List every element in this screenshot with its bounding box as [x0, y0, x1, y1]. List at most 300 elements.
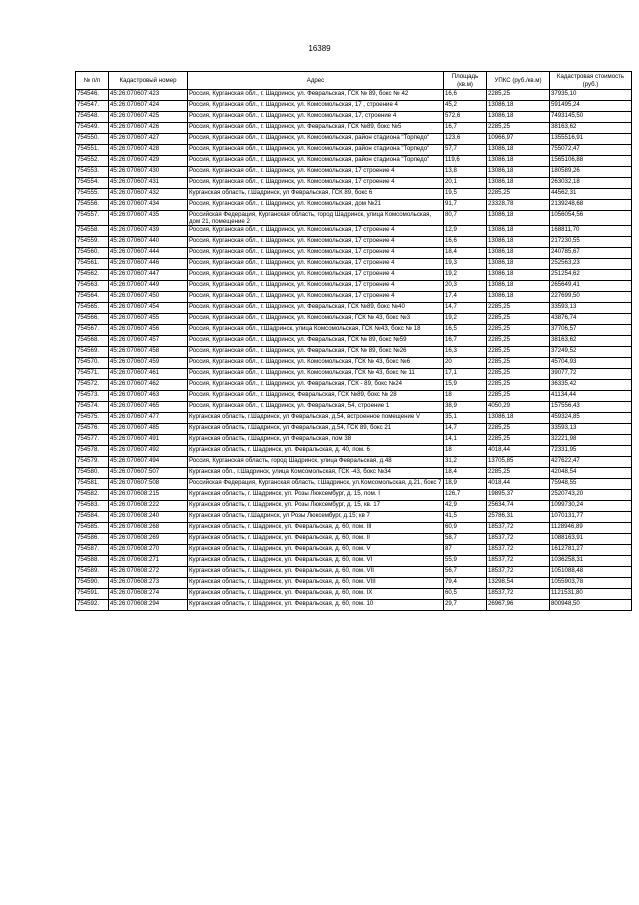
- cell-address: Россия, Курганская обл., г. Шадринск, ул. Комсомольская, 17 , строение 4: [188, 101, 444, 112]
- cell-number: 754570.: [76, 358, 109, 369]
- cell-address: Россия, Курганская обл., г. Шадринск, Февральская, ГСК №89, бокс № 28: [188, 391, 444, 402]
- cell-cadastral-cost: 37249,52: [550, 347, 632, 358]
- table-row: [76, 534, 632, 545]
- table-row: [76, 303, 632, 314]
- cell-upks: 2285,25: [487, 189, 550, 200]
- cell-number: 754586.: [76, 534, 109, 545]
- cell-cadastral-number: 45:26:070607:454: [109, 303, 188, 314]
- cell-upks: 13086,18: [487, 101, 550, 112]
- cell-upks: 2285,25: [487, 303, 550, 314]
- cell-number: 754576.: [76, 424, 109, 435]
- cell-area: 14,7: [444, 424, 487, 435]
- cell-area: 60,9: [444, 523, 487, 534]
- cell-cadastral-cost: 427622,47: [550, 457, 632, 468]
- cell-number: 754580.: [76, 468, 109, 479]
- cell-address: Россия, Курганская обл., г. Шадринск, ул. Февральская, ГСК № 89, бокс №59: [188, 336, 444, 347]
- cell-upks: 13086,18: [487, 112, 550, 123]
- table-row: [76, 156, 632, 167]
- cell-address: Курганская область, г. Шадринск, ул. Февральская, д. 60, пом. V: [188, 545, 444, 556]
- cell-cadastral-cost: 41134,44: [550, 391, 632, 402]
- cell-area: 35,1: [444, 413, 487, 424]
- cell-upks: 13086,18: [487, 167, 550, 178]
- cell-upks: 10966,97: [487, 134, 550, 145]
- cell-cadastral-number: 45:26:070607:426: [109, 123, 188, 134]
- cell-upks: 18537,72: [487, 534, 550, 545]
- cell-address: Россия, Курганская обл., г. Шадринск, ул. Комсомольская, ГСК № 43, бокс №3: [188, 314, 444, 325]
- cell-upks: 13086,18: [487, 226, 550, 237]
- table-row: [76, 237, 632, 248]
- cell-cadastral-number: 45:26:070607:461: [109, 369, 188, 380]
- cell-number: 754566.: [76, 314, 109, 325]
- cell-upks: 2285,25: [487, 314, 550, 325]
- cell-cadastral-cost: 1036258,31: [550, 556, 632, 567]
- cell-upks: 2285,25: [487, 358, 550, 369]
- cell-address: Курганская область, г. Шадринск, ул. Февральская, д. 60, пом. II: [188, 534, 444, 545]
- table-row: [76, 567, 632, 578]
- cell-cadastral-cost: 33593,13: [550, 303, 632, 314]
- cell-cadastral-number: 45:26:070607:429: [109, 156, 188, 167]
- cell-address: Россия, Курганская обл., г. Шадринск, ул. Комсомольская, ГСК № 43, бокс №6: [188, 358, 444, 369]
- table-row: [76, 123, 632, 134]
- cell-cadastral-cost: 265649,41: [550, 281, 632, 292]
- cell-area: 14,1: [444, 435, 487, 446]
- table-row: [76, 446, 632, 457]
- cell-cadastral-cost: 45704,93: [550, 358, 632, 369]
- cell-upks: 2285,25: [487, 90, 550, 101]
- cell-area: 18,9: [444, 479, 487, 490]
- cell-upks: 2285,25: [487, 123, 550, 134]
- cell-address: Россия, Курганская обл., г. Шадринск, ул. Комсомольская, район стадиона "Торпедо": [188, 156, 444, 167]
- cell-number: 754591.: [76, 589, 109, 600]
- cell-upks: 18537,72: [487, 567, 550, 578]
- cell-area: 126,7: [444, 490, 487, 501]
- cell-area: 19,2: [444, 314, 487, 325]
- cell-area: 20,3: [444, 281, 487, 292]
- header-upks: УПКС (руб./кв.м): [487, 72, 550, 90]
- cell-address: Курганская область, г. Шадринск, ул. Февральская, д. 60, пом. VIII: [188, 578, 444, 589]
- cell-upks: 13086,18: [487, 281, 550, 292]
- cell-area: 42,9: [444, 501, 487, 512]
- cell-number: 754584.: [76, 512, 109, 523]
- cell-number: 754568.: [76, 336, 109, 347]
- cell-area: 38,9: [444, 402, 487, 413]
- cell-cadastral-number: 45:26:070608:240: [109, 512, 188, 523]
- cell-upks: 13086,18: [487, 145, 550, 156]
- cell-cadastral-cost: 252563,23: [550, 259, 632, 270]
- header-cadastral-cost: Кадастровая стоимость (руб.): [550, 72, 632, 90]
- cell-cadastral-cost: 1355516,91: [550, 134, 632, 145]
- table-row: [76, 490, 632, 501]
- cell-cadastral-cost: 459324,85: [550, 413, 632, 424]
- cell-number: 754589.: [76, 567, 109, 578]
- cell-area: 119,6: [444, 156, 487, 167]
- cell-area: 57,7: [444, 145, 487, 156]
- table-row: [76, 292, 632, 303]
- cell-number: 754579.: [76, 457, 109, 468]
- header-cadastral-number: Кадастровый номер: [109, 72, 188, 90]
- table-row: [76, 457, 632, 468]
- cell-address: Курганская область, г.Шадринск, ул Розы Люксембург, д.15; кв 7: [188, 512, 444, 523]
- cell-area: 55,9: [444, 556, 487, 567]
- table-row: [76, 468, 632, 479]
- cell-number: 754548.: [76, 112, 109, 123]
- cell-upks: 13086,18: [487, 156, 550, 167]
- cell-upks: 2285,25: [487, 347, 550, 358]
- cell-cadastral-number: 45:26:070607:492: [109, 446, 188, 457]
- cell-cadastral-number: 45:26:070607:456: [109, 325, 188, 336]
- cell-cadastral-cost: 1070131,77: [550, 512, 632, 523]
- table-row: [76, 259, 632, 270]
- cell-address: Россия, Курганская обл., г. Шадринск, ул. Февральская, ГСК №89, бокс №5: [188, 123, 444, 134]
- cell-upks: 2285,25: [487, 435, 550, 446]
- cell-upks: 18537,72: [487, 523, 550, 534]
- cell-area: 60,5: [444, 589, 487, 600]
- table-row: [76, 523, 632, 534]
- cell-address: Курганская область, г. Шадринск, ул. Розы Люксембург, д. 15, пом. I: [188, 490, 444, 501]
- cell-cadastral-number: 45:26:070608:222: [109, 501, 188, 512]
- table-row: [76, 101, 632, 112]
- cell-cadastral-cost: 168811,70: [550, 226, 632, 237]
- cell-cadastral-number: 45:26:070607:449: [109, 281, 188, 292]
- cell-upks: 13705,85: [487, 457, 550, 468]
- cell-cadastral-cost: 251254,62: [550, 270, 632, 281]
- cell-area: 56,7: [444, 567, 487, 578]
- table-row: [76, 402, 632, 413]
- header-number: № п/п: [76, 72, 109, 90]
- table-row: [76, 424, 632, 435]
- cell-area: 19,3: [444, 259, 487, 270]
- table-row: [76, 435, 632, 446]
- cell-cadastral-cost: 217230,55: [550, 237, 632, 248]
- cell-address: Россия, Курганская обл., г. Шадринск, ул. Февральская, 54, строение 1: [188, 402, 444, 413]
- cell-area: 58,7: [444, 534, 487, 545]
- cell-cadastral-cost: 72331,95: [550, 446, 632, 457]
- cell-cadastral-cost: 38163,62: [550, 123, 632, 134]
- cell-address: Россия, Курганская обл., г. Шадринск, ул. Комсомольская, 17 строение 4: [188, 292, 444, 303]
- table-row: [76, 314, 632, 325]
- cell-cadastral-number: 45:26:070607:465: [109, 402, 188, 413]
- cell-number: 754585.: [76, 523, 109, 534]
- cell-cadastral-cost: 227699,50: [550, 292, 632, 303]
- cell-cadastral-number: 45:26:070608:215: [109, 490, 188, 501]
- cell-cadastral-number: 45:26:070607:446: [109, 259, 188, 270]
- cell-upks: 13086,18: [487, 413, 550, 424]
- cell-area: 572,6: [444, 112, 487, 123]
- cell-area: 80,7: [444, 211, 487, 226]
- cell-area: 17,4: [444, 292, 487, 303]
- cell-cadastral-cost: 240785,67: [550, 248, 632, 259]
- cell-area: 91,7: [444, 200, 487, 211]
- cell-number: 754558.: [76, 226, 109, 237]
- cell-cadastral-number: 45:26:070607:447: [109, 270, 188, 281]
- cell-upks: 4050,29: [487, 402, 550, 413]
- cell-cadastral-cost: 39077,72: [550, 369, 632, 380]
- cell-address: Курганская область, г. Шадринск, ул. Февральская, д. 60, пом. III: [188, 523, 444, 534]
- cell-cadastral-cost: 1088163,91: [550, 534, 632, 545]
- cell-area: 29,7: [444, 600, 487, 611]
- cell-address: Россия, Курганская область, город Шадринск, улица Февральская, д.48: [188, 457, 444, 468]
- table-row: [76, 391, 632, 402]
- cell-upks: 13298,54: [487, 578, 550, 589]
- cell-area: 16,6: [444, 237, 487, 248]
- cell-upks: 19895,37: [487, 490, 550, 501]
- cell-area: 16,5: [444, 325, 487, 336]
- cell-area: 14,7: [444, 303, 487, 314]
- cell-upks: 13086,18: [487, 211, 550, 226]
- cell-upks: 2285,25: [487, 325, 550, 336]
- cell-cadastral-cost: 75948,55: [550, 479, 632, 490]
- cell-number: 754549.: [76, 123, 109, 134]
- cell-upks: 25786,31: [487, 512, 550, 523]
- cell-cadastral-cost: 1055903,78: [550, 578, 632, 589]
- cell-address: Курганская область, г. Шадринск, ул. Февральская, д. 60, пом. VII: [188, 567, 444, 578]
- cell-cadastral-number: 45:26:070607:427: [109, 134, 188, 145]
- cell-number: 754575.: [76, 413, 109, 424]
- table-header-row: [76, 72, 632, 90]
- cell-address: Россия, Курганская обл., г.Шадринск, улица Комсомольская, ГСК №43, бокс № 18: [188, 325, 444, 336]
- cell-address: Россия, Курганская обл., г. Шадринск, ул. Февральская, ГСК № 89, бокс № 42: [188, 90, 444, 101]
- cell-number: 754571.: [76, 369, 109, 380]
- cell-area: 18,4: [444, 248, 487, 259]
- table-row: [76, 325, 632, 336]
- cell-area: 45,2: [444, 101, 487, 112]
- cell-address: Россия, Курганская обл., г. Шадринск, ул. Февральская, ГСК № 89, бокс №26: [188, 347, 444, 358]
- cell-cadastral-cost: 42048,54: [550, 468, 632, 479]
- table-row: [76, 479, 632, 490]
- table-row: [76, 112, 632, 123]
- cell-upks: 4018,44: [487, 446, 550, 457]
- cell-number: 754582.: [76, 490, 109, 501]
- cell-address: Курганская область, г.Шадринск, ул Февральская, д.54, встроенное помещение V: [188, 413, 444, 424]
- cell-area: 16,7: [444, 123, 487, 134]
- cell-upks: 18537,72: [487, 545, 550, 556]
- cell-upks: 2285,25: [487, 391, 550, 402]
- cell-upks: 13086,18: [487, 259, 550, 270]
- cell-address: Курганская область, г. Шадринск, ул. Февральская, д. 40, пом. 6: [188, 446, 444, 457]
- table-row: [76, 167, 632, 178]
- cell-upks: 2285,25: [487, 468, 550, 479]
- cell-upks: 2285,25: [487, 424, 550, 435]
- cell-cadastral-number: 45:26:070607:458: [109, 347, 188, 358]
- cell-address: Российская Федерация, Курганская область, город Шадринск, улица Комсомольская, дом 21, помещение 2: [188, 211, 444, 226]
- cell-number: 754560.: [76, 248, 109, 259]
- cell-number: 754561.: [76, 259, 109, 270]
- cell-number: 754577.: [76, 435, 109, 446]
- cell-cadastral-number: 45:26:070608:294: [109, 600, 188, 611]
- cell-cadastral-number: 45:26:070607:428: [109, 145, 188, 156]
- table-row: [76, 501, 632, 512]
- cell-number: 754563.: [76, 281, 109, 292]
- cell-number: 754546.: [76, 90, 109, 101]
- page-number: 16389: [308, 44, 331, 53]
- cell-upks: 13086,18: [487, 270, 550, 281]
- cell-cadastral-number: 45:26:070607:462: [109, 380, 188, 391]
- cell-number: 754557.: [76, 211, 109, 226]
- header-area: Площадь (кв.м): [444, 72, 487, 90]
- cell-upks: 23328,78: [487, 200, 550, 211]
- cell-number: 754583.: [76, 501, 109, 512]
- cell-cadastral-number: 45:26:070607:485: [109, 424, 188, 435]
- cell-area: 20: [444, 358, 487, 369]
- table-row: [76, 211, 632, 226]
- cell-address: Россия, Курганская обл., г. Шадринск, ул. Комсомольская, 17 строение 4: [188, 281, 444, 292]
- table-row: [76, 589, 632, 600]
- cell-cadastral-cost: 1612781,27: [550, 545, 632, 556]
- cell-number: 754590.: [76, 578, 109, 589]
- cell-address: Россия, Курганская обл., г. Шадринск, ул. Комсомольская, 17 строение 4: [188, 237, 444, 248]
- cell-number: 754592.: [76, 600, 109, 611]
- cell-address: Курганская область, г.Шадринск, ул Февральская, ГСК 89, бокс 6: [188, 189, 444, 200]
- cell-upks: 4018,44: [487, 479, 550, 490]
- cell-cadastral-number: 45:26:070607:440: [109, 237, 188, 248]
- cell-number: 754555.: [76, 189, 109, 200]
- table-row: [76, 90, 632, 101]
- cell-cadastral-number: 45:26:070607:507: [109, 468, 188, 479]
- cell-cadastral-cost: 1128946,89: [550, 523, 632, 534]
- cell-area: 87: [444, 545, 487, 556]
- cell-address: Россия, Курганская обл., г. Шадринск, ул. Комсомольская, ГСК № 43, бокс № 11: [188, 369, 444, 380]
- cell-number: 754550.: [76, 134, 109, 145]
- cell-cadastral-number: 45:26:070608:270: [109, 545, 188, 556]
- cell-cadastral-number: 45:26:070608:269: [109, 534, 188, 545]
- cell-cadastral-number: 45:26:070607:423: [109, 90, 188, 101]
- cell-area: 31,2: [444, 457, 487, 468]
- table-row: [76, 600, 632, 611]
- cell-address: Курганская обл., г.Шадринск, улица Комсомольская, ГСК -43, бокс №34: [188, 468, 444, 479]
- cell-area: 16,6: [444, 90, 487, 101]
- cell-cadastral-number: 45:26:070608:271: [109, 556, 188, 567]
- cell-area: 41,5: [444, 512, 487, 523]
- cell-cadastral-number: 45:26:070607:459: [109, 358, 188, 369]
- cell-cadastral-number: 45:26:070607:450: [109, 292, 188, 303]
- table-row: [76, 336, 632, 347]
- cell-upks: 2285,25: [487, 369, 550, 380]
- cell-cadastral-cost: 1099730,24: [550, 501, 632, 512]
- cell-upks: 18537,72: [487, 589, 550, 600]
- cell-cadastral-number: 45:26:070607:457: [109, 336, 188, 347]
- cell-cadastral-cost: 755072,47: [550, 145, 632, 156]
- table-body: [76, 90, 632, 611]
- cell-cadastral-number: 45:26:070607:455: [109, 314, 188, 325]
- cell-area: 123,6: [444, 134, 487, 145]
- table-row: [76, 369, 632, 380]
- cell-area: 13,8: [444, 167, 487, 178]
- cell-cadastral-number: 45:26:070607:477: [109, 413, 188, 424]
- cell-cadastral-cost: 263032,18: [550, 178, 632, 189]
- cell-cadastral-number: 45:26:070607:431: [109, 178, 188, 189]
- cell-upks: 13086,18: [487, 237, 550, 248]
- cell-area: 17,1: [444, 369, 487, 380]
- cell-area: 20,1: [444, 178, 487, 189]
- cell-address: Курганская область, г.Шадринск, ул Февральская, пом 38: [188, 435, 444, 446]
- cell-address: Россия, Курганская обл., г. Шадринск, ул. Комсомольская, 17, строение 4: [188, 112, 444, 123]
- cell-number: 754554.: [76, 178, 109, 189]
- cell-cadastral-cost: 37935,10: [550, 90, 632, 101]
- cell-number: 754559.: [76, 237, 109, 248]
- cell-cadastral-cost: 32221,98: [550, 435, 632, 446]
- cell-area: 12,9: [444, 226, 487, 237]
- table-row: [76, 226, 632, 237]
- cell-cadastral-cost: 1121531,80: [550, 589, 632, 600]
- cell-address: Россия, Курганская обл., г. Шадринск, ул. Комсомольская, 17 строение 4: [188, 270, 444, 281]
- cell-address: Курганская область, г. Шадринск, ул. Розы Люксембург, д. 15, кв. 17: [188, 501, 444, 512]
- cell-address: Россия, Курганская обл., г. Шадринск, ул. Февральская, ГСК №89, бокс №40: [188, 303, 444, 314]
- cell-number: 754569.: [76, 347, 109, 358]
- cell-address: Россия, Курганская обл., г. Шадринск, ул. Комсомольская, 17 строение 4: [188, 259, 444, 270]
- cell-number: 754562.: [76, 270, 109, 281]
- cell-address: Курганская область, г. Шадринск, ул. Февральская, д. 60, пом. IX: [188, 589, 444, 600]
- cell-address: Курганская область, г. Шадринск, ул. Февральская, д. 60, пом. VI: [188, 556, 444, 567]
- cell-address: Российская Федерация, Курганская область, г.Шадринск, ул.Комсомольская, д.21, бокс 7: [188, 479, 444, 490]
- cell-upks: 25634,74: [487, 501, 550, 512]
- table-row: [76, 380, 632, 391]
- cell-number: 754588.: [76, 556, 109, 567]
- cell-address: Россия, Курганская обл., г. Шадринск, ул. Комсомольская, 17 строение 4: [188, 248, 444, 259]
- cell-cadastral-number: 45:26:070607:424: [109, 101, 188, 112]
- cell-cadastral-number: 45:26:070608:272: [109, 567, 188, 578]
- table-row: [76, 178, 632, 189]
- cell-upks: 18537,72: [487, 556, 550, 567]
- cell-area: 15,9: [444, 380, 487, 391]
- cell-number: 754547.: [76, 101, 109, 112]
- cell-upks: 13086,18: [487, 292, 550, 303]
- cell-cadastral-number: 45:26:070607:463: [109, 391, 188, 402]
- cell-cadastral-cost: 38163,62: [550, 336, 632, 347]
- cell-number: 754578.: [76, 446, 109, 457]
- cell-address: Россия, Курганская обл., г. Шадринск, ул. Комсомольская, район стадиона "Торпедо": [188, 134, 444, 145]
- cell-area: 79,4: [444, 578, 487, 589]
- cell-number: 754587.: [76, 545, 109, 556]
- header-address: Адрес: [188, 72, 444, 90]
- cell-cadastral-cost: 2520743,20: [550, 490, 632, 501]
- table-row: [76, 578, 632, 589]
- cell-cadastral-cost: 1056054,56: [550, 211, 632, 226]
- cell-number: 754564.: [76, 292, 109, 303]
- table-row: [76, 145, 632, 156]
- cell-cadastral-number: 45:26:070608:273: [109, 578, 188, 589]
- cell-address: Россия, Курганская обл., г. Шадринск, ул. Комсомольская, 17 строение 4: [188, 167, 444, 178]
- cell-number: 754573.: [76, 391, 109, 402]
- cell-cadastral-cost: 43876,74: [550, 314, 632, 325]
- cell-cadastral-number: 45:26:070607:432: [109, 189, 188, 200]
- cell-number: 754553.: [76, 167, 109, 178]
- table-row: [76, 512, 632, 523]
- cell-upks: 2285,25: [487, 336, 550, 347]
- cell-number: 754567.: [76, 325, 109, 336]
- cell-cadastral-number: 45:26:070607:494: [109, 457, 188, 468]
- cell-cadastral-number: 45:26:070607:444: [109, 248, 188, 259]
- cell-number: 754552.: [76, 156, 109, 167]
- cell-cadastral-cost: 33593,13: [550, 424, 632, 435]
- cell-cadastral-cost: 180589,26: [550, 167, 632, 178]
- table-row: [76, 189, 632, 200]
- cell-cadastral-cost: 36335,42: [550, 380, 632, 391]
- cell-area: 16,3: [444, 347, 487, 358]
- cell-address: Курганская область, г. Шадринск, ул. Февральская, д. 60, пом. 10: [188, 600, 444, 611]
- table-row: [76, 200, 632, 211]
- cadastral-table: [75, 71, 632, 611]
- cell-cadastral-number: 45:26:070608:274: [109, 589, 188, 600]
- cell-cadastral-number: 45:26:070607:435: [109, 211, 188, 226]
- cell-cadastral-cost: 591495,24: [550, 101, 632, 112]
- cell-address: Россия, Курганская обл., г. Шадринск, ул. Комсомольская, 17 строение 4: [188, 178, 444, 189]
- table-row: [76, 270, 632, 281]
- cell-address: Россия, Курганская обл., г. Шадринск, ул. Комсомольская, район стадиона "Торпедо": [188, 145, 444, 156]
- cell-address: Курганская область, г.Шадринск, ул Февральская, д.54, ГСК 89, бокс 21: [188, 424, 444, 435]
- table-row: [76, 556, 632, 567]
- table-row: [76, 134, 632, 145]
- cell-area: 18: [444, 446, 487, 457]
